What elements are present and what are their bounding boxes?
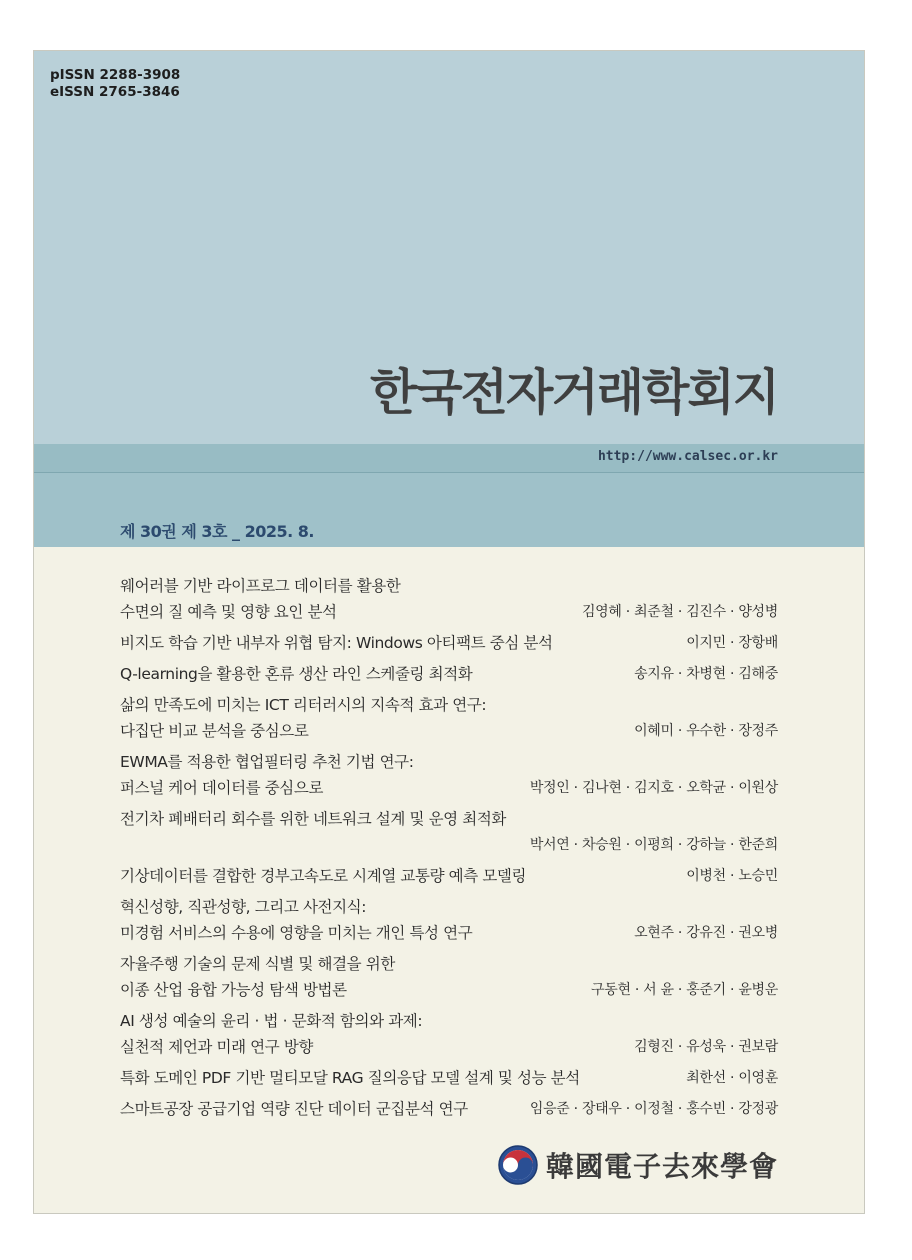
article-authors: 오현주 · 강유진 · 권오병 <box>634 925 778 941</box>
article-authors: 임응준 · 장태우 · 이정철 · 홍수빈 · 강정광 <box>529 1101 778 1117</box>
society-name: 韓國電子去來學會 <box>545 1150 778 1183</box>
article-title-line: 기상데이터를 결합한 경부고속도로 시계열 교통량 예측 모델링 <box>120 867 527 885</box>
toc-entry[interactable] <box>120 1008 778 1060</box>
issue-band <box>34 473 864 547</box>
electronic-issn: eISSN 2765-3846 <box>50 84 180 100</box>
article-title-line: 퍼스널 케어 데이터를 중심으로 <box>120 779 324 797</box>
article-title-line: 웨어러블 기반 라이프로그 데이터를 활용한 <box>120 577 401 595</box>
article-authors: 최한선 · 이영훈 <box>686 1070 778 1086</box>
cover-header-band <box>34 51 864 444</box>
article-title-line: 이종 산업 융합 가능성 탐색 방법론 <box>120 981 347 999</box>
toc-entry[interactable] <box>120 863 778 889</box>
article-title-line: 다집단 비교 분석을 중심으로 <box>120 722 309 740</box>
society-emblem-icon <box>498 1145 538 1185</box>
article-authors: 이지민 · 장항배 <box>686 635 778 651</box>
article-title-line: 혁신성향, 직관성향, 그리고 사전지식: <box>120 898 367 916</box>
article-title-line: 비지도 학습 기반 내부자 위협 탐지: Windows 아티팩트 중심 분석 <box>120 634 553 652</box>
article-authors: 박서연 · 차승원 · 이평희 · 강하늘 · 한준희 <box>529 837 778 853</box>
toc-entry[interactable] <box>120 806 778 853</box>
toc-entry[interactable] <box>120 692 778 744</box>
journal-cover <box>33 50 865 1214</box>
article-authors: 송지유 · 차병현 · 김해중 <box>634 666 778 682</box>
toc-entry[interactable] <box>120 630 778 656</box>
toc-entry[interactable] <box>120 573 778 625</box>
url-band <box>34 444 864 472</box>
toc-entry[interactable] <box>120 1065 778 1091</box>
issn-block <box>50 67 180 101</box>
article-title-line: AI 생성 예술의 윤리 · 법 · 문화적 함의와 과제: <box>120 1012 423 1030</box>
article-title-line: 자율주행 기술의 문제 식별 및 해결을 위한 <box>120 955 395 973</box>
toc-entry[interactable] <box>120 894 778 946</box>
article-authors: 이병천 · 노승민 <box>686 868 778 884</box>
article-title-line: EWMA를 적용한 협업필터링 추천 기법 연구: <box>120 753 414 771</box>
article-authors: 김영혜 · 최준철 · 김진수 · 양성병 <box>581 604 778 620</box>
toc-entry[interactable] <box>120 951 778 1003</box>
toc-entry[interactable] <box>120 749 778 801</box>
article-title-line: 전기차 폐배터리 회수를 위한 네트워크 설계 및 운영 최적화 <box>120 810 506 828</box>
toc-entry[interactable] <box>120 1096 778 1122</box>
article-title-line: 삶의 만족도에 미치는 ICT 리터러시의 지속적 효과 연구: <box>120 696 487 714</box>
article-title-line: 수면의 질 예측 및 영향 요인 분석 <box>120 603 337 621</box>
article-title-line: 미경험 서비스의 수용에 영향을 미치는 개인 특성 연구 <box>120 924 473 942</box>
article-authors: 구동현 · 서 윤 · 홍준기 · 윤병운 <box>591 982 778 998</box>
issue-number: 제 30권 제 3호 _ 2025. 8. <box>120 522 314 541</box>
article-title-line: 스마트공장 공급기업 역량 진단 데이터 군집분석 연구 <box>120 1100 468 1118</box>
print-issn: pISSN 2288-3908 <box>50 67 181 83</box>
article-title-line: 특화 도메인 PDF 기반 멀티모달 RAG 질의응답 모델 설계 및 성능 분석 <box>120 1069 580 1087</box>
article-authors: 박정인 · 김나현 · 김지호 · 오학균 · 이원상 <box>529 780 778 796</box>
journal-title: 한국전자거래학회지 <box>369 364 778 421</box>
article-authors: 이혜미 · 우수한 · 장정주 <box>634 723 778 739</box>
article-authors: 김형진 · 유성욱 · 권보람 <box>634 1039 778 1055</box>
society-logo <box>498 1143 778 1187</box>
article-title-line: Q-learning을 활용한 혼류 생산 라인 스케줄링 최적화 <box>120 665 473 683</box>
toc-entry[interactable] <box>120 661 778 687</box>
article-title-line: 실천적 제언과 미래 연구 방향 <box>120 1038 313 1056</box>
journal-url[interactable]: http://www.calsec.or.kr <box>597 449 778 464</box>
